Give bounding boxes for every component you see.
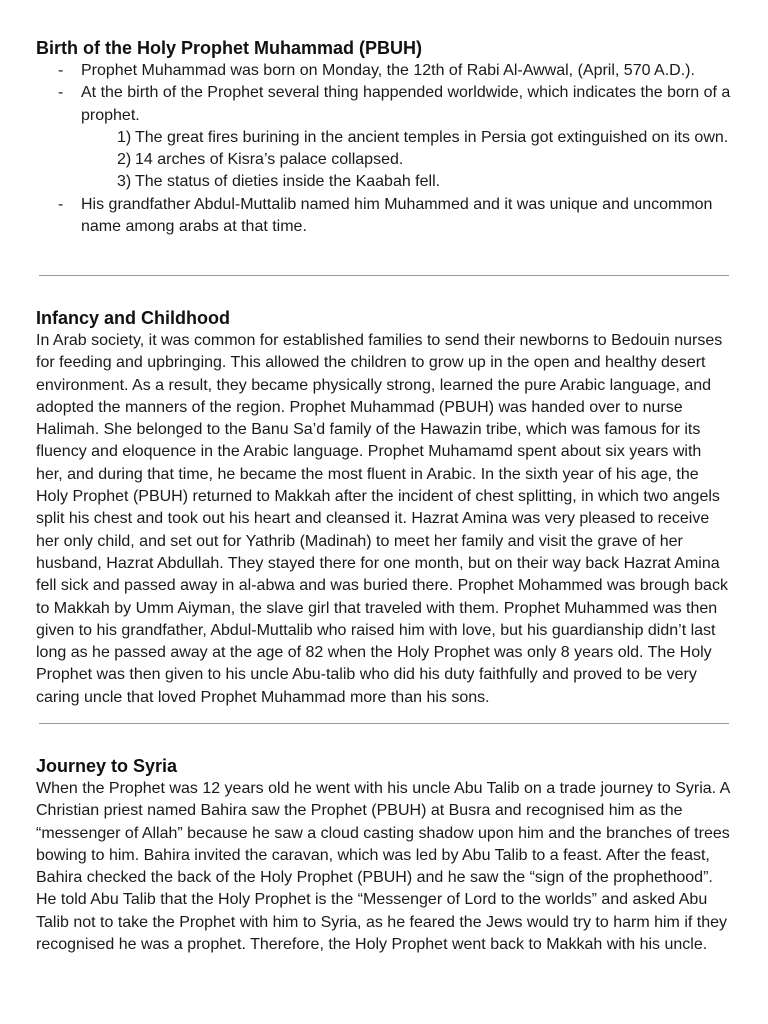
- list-item: [36, 149, 732, 171]
- section-body-infancy: In Arab society, it was common for established families to send their newborns to Bedouin nurses for feeding and upbringing. This allowed the children to grow up in the open and healthy desert environment. As a result, they became physically strong, learned the pure Arabic language, and adopted the manners of the region. Prophet Muhammad (PBUH) was handed over to nurse Halimah. She belonged to the Banu Sa’d family of the Hawazin tribe, which was famous for its fluency and eloquence in the Arabic language. Prophet Muhamamd spent about six years with her, and during that time, he became the most fluent in Arabic. In the sixth year of his age, the Holy Prophet (PBUH) returned to Makkah after the incident of chest splitting, in which two angels split his chest and took out his heart and cleansed it. Hazrat Amina was very pleased to receive her only child, and set out for Yathrib (Madinah) to meet her family and visit the grave of her husband, Hazrat Abdullah. They stayed there for one month, but on their way back Hazrat Amina fell sick and passed away in al-abwa and was buried there. Prophet Mohammed was brough back to Makkah by Umm Aiyman, the slave girl that traveled with them. Prophet Muhammed was then given to his grandfather, Abdul-Muttalib who raised him with love, but his guardianship didn’t last long as he passed away at the age of 82 when the Holy Prophet was only 8 years old. The Holy Prophet was then given to his uncle Abu-talib who did his duty faithfully and proved to be very caring uncle that loved Prophet Muhammad more than his sons.: [36, 332, 728, 706]
- numbered-text: The great fires burining in the ancient temples in Persia got extinguished on its own.: [135, 128, 729, 146]
- birth-bullet-list-continued: [36, 194, 732, 239]
- list-item: [36, 60, 732, 82]
- numbered-text: 14 arches of Kisra’s palace collapsed.: [135, 151, 404, 169]
- bullet-text: Prophet Muhammad was born on Monday, the 12th of Rabi Al-Awwal, (April, 570 A.D.).: [81, 62, 695, 79]
- birth-numbered-list: [36, 127, 732, 194]
- section-title-birth: Birth of the Holy Prophet Muhammad (PBUH): [36, 38, 422, 58]
- numbered-text: The status of dieties inside the Kaabah fell.: [135, 173, 441, 191]
- dash-bullet: -: [58, 84, 64, 102]
- section-divider: [39, 275, 729, 276]
- section-journey: [36, 755, 732, 956]
- list-item: [36, 171, 732, 193]
- birth-bullet-list: [36, 60, 732, 127]
- bullet-text: At the birth of the Prophet several thing happended worldwide, which indicates the born of a prophet.: [81, 84, 731, 124]
- bullet-text: His grandfather Abdul-Muttalib named him Muhammed and it was unique and uncommon name among arabs at that time.: [81, 195, 713, 236]
- list-number: 2): [117, 151, 132, 169]
- section-body-journey: When the Prophet was 12 years old he went with his uncle Abu Talib on a trade journey to Syria. A Christian priest named Bahira saw the Prophet (PBUH) at Busra and recognised him as the “messenger of Allah” because he saw a cloud casting shadow upon him and the branches of trees bowing to him. Bahira invited the caravan, which was led by Abu Talib to a feast. After the feast, Bahira checked the back of the Holy Prophet (PBUH) and he saw the “sign of the prophethood”. He told Abu Talib that the Holy Prophet is the “Messenger of Lord to the worlds” and asked Abu Talib not to take the Prophet with him to Syria, as he feared the Jews would try to harm him if they recognised he was a prophet. Therefore, the Holy Prophet went back to Makkah with his uncle.: [36, 780, 730, 954]
- list-number: 3): [117, 173, 132, 191]
- section-divider: [39, 723, 729, 724]
- list-item: [36, 194, 732, 239]
- section-infancy: [36, 307, 732, 709]
- list-item: [36, 127, 732, 149]
- list-item: [36, 82, 732, 127]
- dash-bullet: -: [58, 62, 64, 79]
- section-title-journey: Journey to Syria: [36, 756, 178, 776]
- section-title-infancy: Infancy and Childhood: [36, 308, 230, 328]
- list-number: 1): [117, 128, 132, 146]
- dash-bullet: -: [58, 195, 64, 213]
- section-birth: [36, 37, 732, 238]
